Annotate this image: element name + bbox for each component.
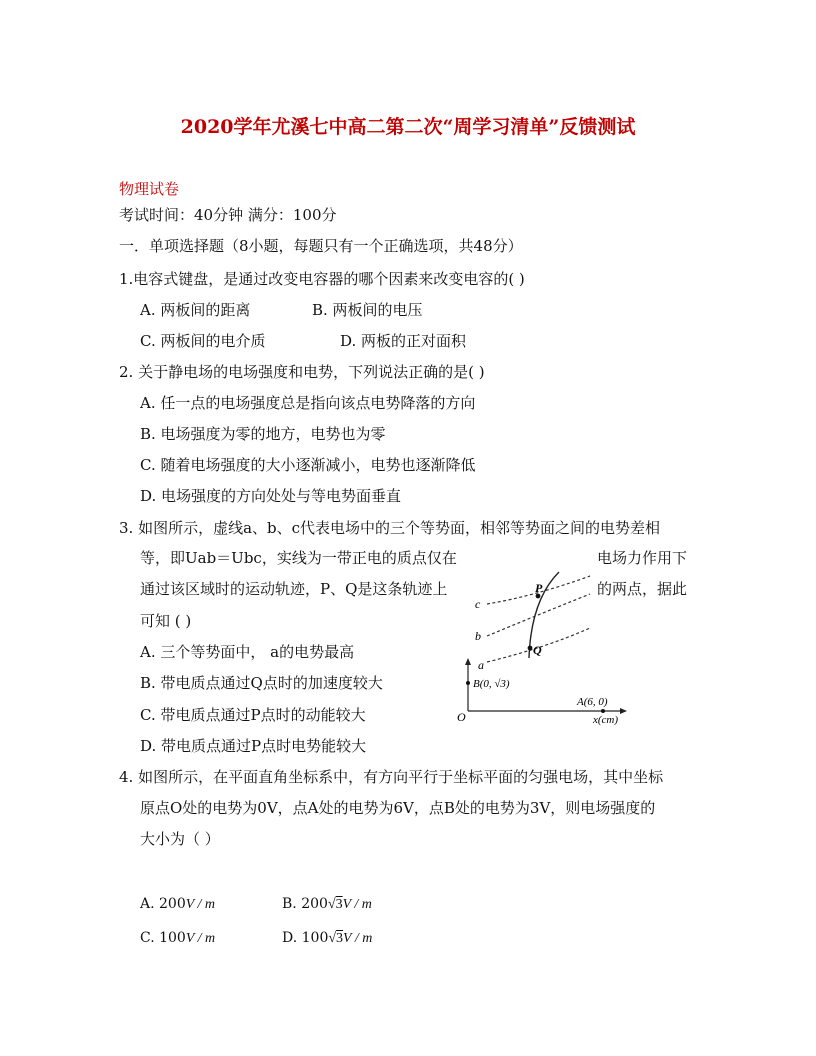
q3-option-d: D. 带电质点通过P点时电势能较大 [140,737,367,755]
q3-stem-line1: 3. 如图所示，虚线a、b、c代表电场中的三个等势面，相邻等势面之间的电势差相 [119,519,661,537]
q4-stem-line3: 大小为（ ） [140,830,220,848]
page-title: 2020学年尤溪七中高二第二次“周学习清单”反馈测试 [180,116,636,138]
equipotential-line-b [487,594,590,636]
subject-heading: 物理试卷 [119,180,180,198]
label-a: a [478,658,484,672]
q2-stem: 2. 关于静电场的电场强度和电势，下列说法正确的是( ) [119,363,485,381]
q4-option-b-radicand: 3 [335,897,343,912]
section-heading: 一．单项选择题（8小题，每题只有一个正确选项，共48分） [119,237,523,255]
point-b-dot [466,681,470,685]
q2-option-a: A. 任一点的电场强度总是指向该点电势降落的方向 [140,394,476,412]
coordinate-figure [455,655,630,727]
q3-stem-line2a: 等，即Uab＝Ubc，实线为一带正电的质点仅在 [140,549,457,567]
label-point-b: B(0, √3) [473,678,510,690]
q2-option-d: D. 电场强度的方向处处与等电势面垂直 [140,487,402,505]
q1-option-d: D. 两板的正对面积 [340,332,467,350]
y-axis-arrow [465,658,471,665]
q4-option-a-prefix: A. 200 [140,896,186,912]
point-q-dot [528,646,533,651]
exam-info: 考试时间：40分钟 满分：100分 [119,206,337,224]
label-b: b [475,629,481,643]
q4-option-a-unit: V / m [185,897,216,912]
q3-stem-line3b: 的两点，据此 [597,580,688,598]
label-point-a: A(6, 0) [577,696,608,708]
q3-stem-line3a: 通过该区域时的运动轨迹，P、Q是这条轨迹上 [140,580,448,598]
q1-option-a: A. 两板间的距离 [140,301,251,319]
q3-option-c: C. 带电质点通过P点时的动能较大 [140,706,366,724]
label-x-axis: x(cm) [593,714,619,726]
q4-option-d-radicand: 3 [336,931,344,946]
q4-option-b-unit: V / m [342,897,372,912]
q2-option-b: B. 电场强度为零的地方，电势也为零 [140,425,386,443]
q3-stem-line4: 可知 ( ) [140,612,192,630]
q1-option-b: B. 两板间的电压 [312,301,423,319]
q4-stem-line1: 4. 如图所示，在平面直角坐标系中，有方向平行于坐标平面的匀强电场，其中坐标 [119,768,664,786]
q4-option-c-unit: V / m [185,931,216,946]
q1-stem: 1.电容式键盘，是通过改变电容器的哪个因素来改变电容的( ) [119,270,525,288]
x-axis-arrow [620,708,627,714]
label-q: Q [533,643,542,657]
q4-option-b-prefix: B. 200 [282,896,328,912]
q2-option-c: C. 随着电场强度的大小逐渐减小，电势也逐渐降低 [140,456,476,474]
label-c: c [475,597,481,611]
q4-option-d-unit: V / m [343,931,373,946]
q1-option-c: C. 两板间的电介质 [140,332,266,350]
q3-option-b: B. 带电质点通过Q点时的加速度较大 [140,674,383,692]
q4-option-d: D. 100√3V / m [282,930,373,946]
q4-stem-line2: 原点O处的电势为0V，点A处的电势为6V，点B处的电势为3V，则电场强度的 [140,799,656,817]
label-p: P [535,581,543,595]
equipotential-figure [465,570,595,666]
label-origin: O [457,710,466,724]
q3-option-a: A. 三个等势面中， a的电势最高 [140,643,355,661]
q4-option-b: B. 200√3V / m [282,896,372,912]
q4-option-a [140,895,215,914]
q4-option-c [140,929,215,948]
point-a-dot [601,709,605,713]
q4-option-d-prefix: D. 100 [282,930,329,946]
q3-stem-line2b: 电场力作用下 [597,549,688,567]
q4-option-c-prefix: C. 100 [140,930,186,946]
